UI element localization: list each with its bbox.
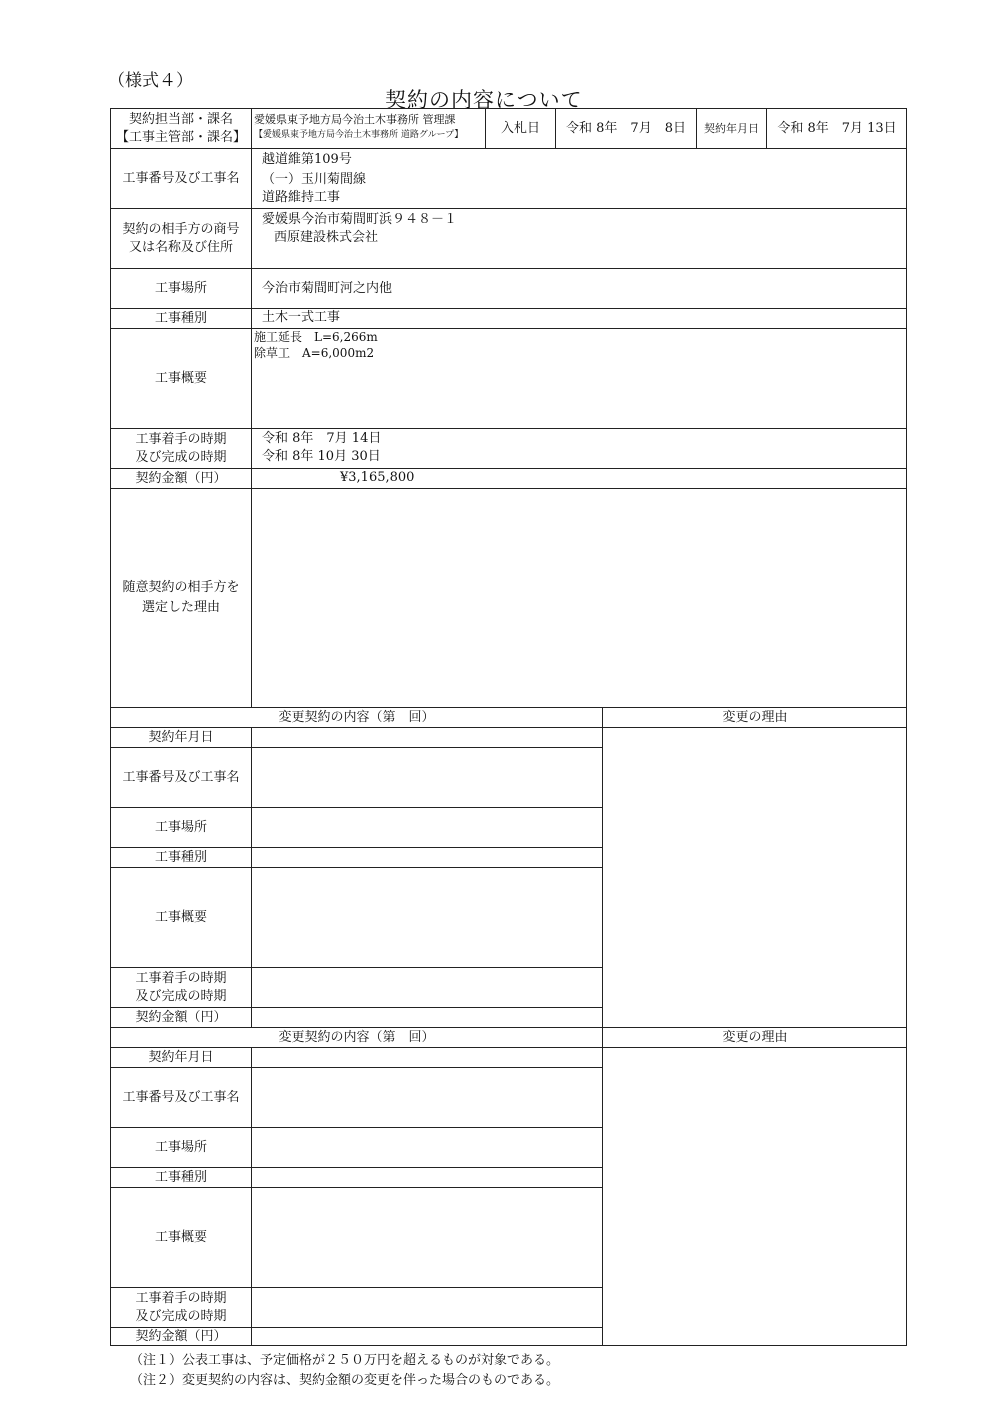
work-name-label: 工事番号及び工事名 [122,170,240,186]
change-2-work-name-value-cell [251,1067,602,1127]
type-value: 土木一式工事 [262,310,341,325]
amount-label-cell [110,468,251,488]
bid-date-label: 入札日 [500,120,540,136]
party-address: 愛媛県今治市菊間町浜９４８－１ [262,212,458,227]
change-2-work-name-label-cell [110,1067,251,1127]
change-2-period-label-2: 及び完成の時期 [135,1308,227,1324]
change-1-date-label-cell [110,727,251,747]
period-label-1: 工事着手の時期 [135,431,227,447]
change-1-date-label: 契約年月日 [148,729,214,745]
dept-label-1: 契約担当部・課名 [128,111,233,127]
work-title: 道路維持工事 [262,190,341,205]
note-2: （注２）変更契約の内容は、契約金額の変更を伴った場合のものである。 [130,1373,560,1388]
note-1: （注１）公表工事は、予定価格が２５０万円を超えるものが対象である。 [130,1353,560,1368]
dept-value-1: 愛媛県東予地方局今治土木事務所 管理課 [254,113,456,126]
change-2-site-label-cell [110,1127,251,1167]
change-1-site-value-cell [251,807,602,847]
change-1-site-label: 工事場所 [154,819,207,835]
dept-label-2: 【工事主管部・課名】 [115,129,246,145]
party-company: 西原建設株式会社 [274,230,379,245]
summary-label-cell [110,328,251,428]
change-1-summary-value-cell [251,867,602,967]
site-value-cell [251,268,907,308]
change-2-summary-label: 工事概要 [154,1229,207,1245]
party-value-cell [251,208,907,268]
change-1-amount-label-cell [110,1007,251,1027]
site-value: 今治市菊間町河之内他 [262,280,393,296]
change-1-amount-value-cell [251,1007,602,1027]
change-1-period-label-2: 及び完成の時期 [135,988,227,1004]
site-label: 工事場所 [154,280,207,296]
reason-label-cell [110,488,251,707]
bid-date-value: 令和 8年 7月 8日 [566,120,686,136]
change-2-period-label-1: 工事着手の時期 [135,1290,227,1306]
period-label-2: 及び完成の時期 [135,449,227,465]
change-1-period-label-1: 工事着手の時期 [135,970,227,986]
change-1-amount-label: 契約金額（円） [135,1009,227,1025]
change-2-header-left [110,1027,602,1047]
change-2-site-label: 工事場所 [154,1139,207,1155]
change-1-work-name-value-cell [251,747,602,807]
change-2-period-value-cell [251,1287,602,1327]
change-1-type-label-cell [110,847,251,867]
document-title: 契約の内容について [385,88,583,112]
change-2-summary-label-cell [110,1187,251,1287]
type-value-cell [251,308,907,328]
change-2-amount-label-cell [110,1327,251,1346]
change-2-date-label: 契約年月日 [148,1049,214,1065]
change-1-period-label-cell [110,967,251,1007]
change-2-header-right-text: 変更の理由 [722,1029,788,1045]
type-label: 工事種別 [154,310,207,326]
period-start: 令和 8年 7月 14日 [262,431,382,446]
period-end: 令和 8年 10月 30日 [262,449,381,464]
summary-line-1: 施工延長 L=6,266m [254,330,378,344]
dept-value-2: 【愛媛県東予地方局今治土木事務所 道路グループ】 [254,130,464,140]
reason-label-2: 選定した理由 [141,600,220,615]
type-label-cell [110,308,251,328]
change-1-reason-cell [602,727,907,1027]
change-2-period-label-cell [110,1287,251,1327]
change-2-date-label-cell [110,1047,251,1067]
change-2-header-right [602,1027,907,1047]
work-number: 越道維第109号 [262,152,352,167]
change-1-site-label-cell [110,807,251,847]
summary-label: 工事概要 [154,370,207,386]
work-route: （一）玉川菊間線 [262,172,367,187]
change-1-work-name-label-cell [110,747,251,807]
change-1-work-name-label: 工事番号及び工事名 [122,769,240,785]
change-2-summary-value-cell [251,1187,602,1287]
form-number-label: （様式４） [108,71,193,91]
change-1-summary-label-cell [110,867,251,967]
change-2-work-name-label: 工事番号及び工事名 [122,1089,240,1105]
change-2-amount-label: 契約金額（円） [135,1329,227,1344]
change-1-header-left [110,707,602,727]
change-2-reason-cell [602,1047,907,1346]
site-label-cell [110,268,251,308]
dept-value-cell [251,108,485,148]
change-2-type-label: 工事種別 [154,1169,207,1185]
change-2-site-value-cell [251,1127,602,1167]
change-1-header-right [602,707,907,727]
bid-date-label-cell [485,108,555,148]
work-name-value-cell [251,148,907,208]
change-2-type-value-cell [251,1167,602,1187]
change-1-type-value-cell [251,847,602,867]
change-1-date-value-cell [251,727,602,747]
change-1-header-right-text: 変更の理由 [722,709,788,725]
reason-label-1: 随意契約の相手方を [122,580,240,595]
change-1-type-label: 工事種別 [154,849,207,865]
change-2-amount-value-cell [251,1327,602,1346]
contract-date-value: 令和 8年 7月 13日 [777,120,897,136]
amount-label: 契約金額（円） [135,470,227,486]
change-2-type-label-cell [110,1167,251,1187]
change-1-summary-label: 工事概要 [154,909,207,925]
bid-date-value-cell [555,108,696,148]
contract-date-label: 契約年月日 [704,121,759,135]
change-2-date-value-cell [251,1047,602,1067]
reason-value-cell [251,488,907,707]
summary-value-cell [251,328,907,428]
period-value-cell [251,428,907,468]
work-name-label-cell [110,148,251,208]
contract-date-label-cell [696,108,766,148]
contract-date-value-cell [766,108,907,148]
summary-line-2: 除草工 A=6,000m2 [254,346,375,360]
dept-label-cell [110,108,251,148]
party-label-cell [110,208,251,268]
change-1-period-value-cell [251,967,602,1007]
party-label-2: 又は名称及び住所 [128,239,233,255]
party-label-1: 契約の相手方の商号 [122,221,240,237]
change-2-header-left-text: 変更契約の内容（第 回） [278,1029,435,1045]
change-1-header-left-text: 変更契約の内容（第 回） [278,709,435,725]
period-label-cell [110,428,251,468]
amount-value-cell [251,468,907,488]
amount-value: ¥3,165,800 [340,470,415,485]
